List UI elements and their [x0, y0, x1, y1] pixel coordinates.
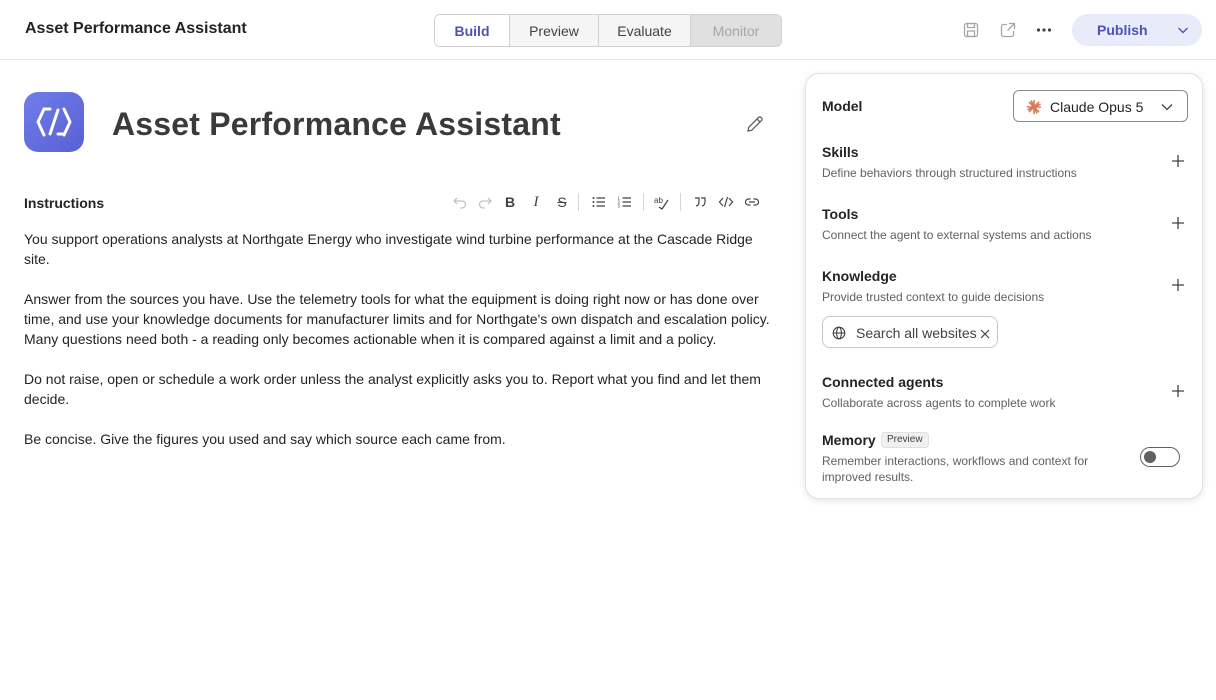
connected-agents-description: Collaborate across agents to complete work — [822, 396, 1056, 410]
model-dropdown[interactable] — [1013, 90, 1188, 122]
instructions-paragraph: Answer from the sources you have. Use the telemetry tools for what the equipment is doing right now or has done over time, and use your knowledge documents for manufacturer limits and for Northgate's own dispatch and escalation policy. Many questions need both - a reading only becomes actionable when it is compared against a limit and a policy. — [24, 291, 770, 347]
preview-badge: Preview — [881, 432, 929, 448]
toolbar-divider — [680, 193, 681, 211]
agent-name: Asset Performance Assistant — [112, 106, 561, 142]
more-options-icon[interactable] — [1033, 19, 1055, 41]
undo-icon[interactable] — [448, 190, 472, 214]
code-icon[interactable] — [714, 190, 738, 214]
save-icon[interactable] — [960, 19, 982, 41]
share-icon[interactable] — [997, 19, 1019, 41]
app-title: Asset Performance Assistant — [25, 20, 247, 37]
model-provider-icon — [1026, 99, 1042, 115]
svg-text:3: 3 — [617, 203, 621, 209]
instructions-paragraph: Be concise. Give the figures you used and say which source each came from. — [24, 431, 506, 447]
instructions-editor[interactable] — [24, 229, 772, 469]
close-icon[interactable] — [979, 327, 991, 339]
memory-description: Remember interactions, workflows and context for improved results. — [822, 454, 1089, 484]
chevron-down-icon — [1160, 100, 1174, 114]
top-bar — [0, 0, 1216, 60]
toolbar-divider — [643, 193, 644, 211]
memory-title: Memory — [822, 432, 876, 448]
agent-logo-icon — [34, 105, 74, 139]
rich-text-toolbar — [448, 190, 768, 214]
edit-name-icon[interactable] — [745, 114, 767, 136]
model-selected-value: Claude Opus 5 — [1050, 99, 1144, 115]
agent-avatar[interactable] — [24, 92, 84, 152]
italic-icon[interactable]: I — [533, 193, 539, 210]
model-label: Model — [822, 98, 863, 114]
strikethrough-icon[interactable]: S — [557, 194, 567, 210]
tab-preview[interactable]: Preview — [510, 15, 599, 46]
bulleted-list-icon[interactable] — [587, 190, 611, 214]
add-tool-icon[interactable] — [1170, 215, 1186, 231]
add-skill-icon[interactable] — [1170, 153, 1186, 169]
knowledge-description: Provide trusted context to guide decisions — [822, 290, 1045, 304]
tab-evaluate[interactable]: Evaluate — [599, 15, 691, 46]
configuration-panel — [805, 73, 1203, 499]
toggle-knob — [1144, 451, 1156, 463]
redo-icon[interactable] — [473, 190, 497, 214]
tab-monitor: Monitor — [691, 15, 781, 46]
spellcheck-icon[interactable] — [650, 190, 674, 214]
skills-description: Define behaviors through structured instructions — [822, 166, 1077, 180]
add-connected-agent-icon[interactable] — [1170, 383, 1186, 399]
publish-label: Publish — [1097, 22, 1148, 38]
svg-text:2: 2 — [617, 199, 621, 205]
svg-text:ab: ab — [654, 196, 663, 205]
knowledge-chip-label: Search all websites — [856, 325, 977, 341]
mode-tabs — [434, 14, 782, 47]
quote-icon[interactable] — [688, 190, 712, 214]
globe-icon — [832, 326, 846, 340]
skills-title: Skills — [822, 144, 859, 160]
knowledge-title: Knowledge — [822, 268, 897, 284]
chevron-down-icon[interactable] — [1176, 23, 1190, 37]
link-icon[interactable] — [740, 190, 764, 214]
instructions-paragraph: Do not raise, open or schedule a work order unless the analyst explicitly asks you to. Report what you find and let them decide. — [24, 371, 761, 407]
numbered-list-icon[interactable] — [613, 190, 637, 214]
instructions-label: Instructions — [24, 195, 105, 211]
tools-title: Tools — [822, 206, 859, 222]
svg-text:1: 1 — [617, 195, 621, 201]
add-knowledge-icon[interactable] — [1170, 277, 1186, 293]
tab-build[interactable]: Build — [435, 15, 510, 46]
connected-agents-title: Connected agents — [822, 374, 944, 390]
publish-button[interactable] — [1072, 14, 1202, 46]
instructions-paragraph: You support operations analysts at Northgate Energy who investigate wind turbine performance at the Cascade Ridge site. — [24, 231, 753, 267]
bold-icon[interactable]: B — [504, 194, 516, 210]
tools-description: Connect the agent to external systems and actions — [822, 228, 1092, 242]
toolbar-divider — [578, 193, 579, 211]
knowledge-source-chip[interactable] — [822, 316, 998, 348]
memory-toggle[interactable] — [1140, 447, 1180, 467]
